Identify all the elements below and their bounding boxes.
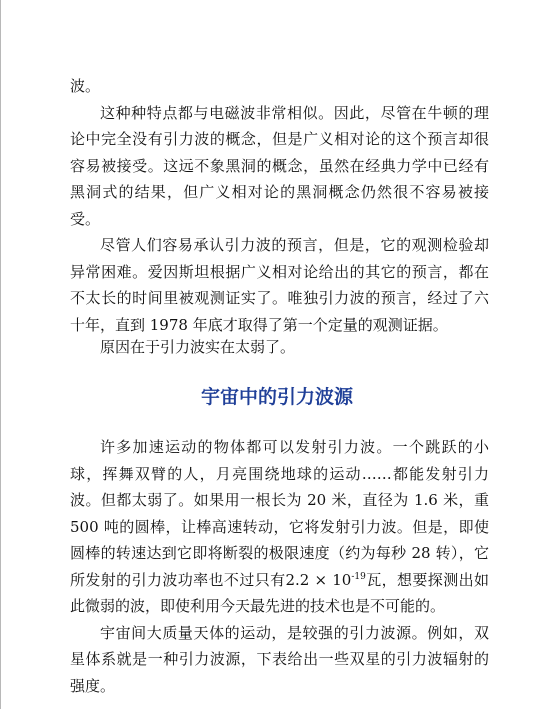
paragraph-continuation: 波。 <box>70 77 101 95</box>
paragraph-accelerating-objects-text: 许多加速运动的物体都可以发射引力波。一个跳跃的小球，挥舞双臂的人，月亮围绕地球的运动……都能发射引力波。但都太弱了。如果用一根长为 20 米，直径为 1.6 米，重 500 吨的圆棒，让棒高速转动，它将发射引力波。但是，即使圆棒的转速达到它即将断裂的极限速度（约为每秒 28 转），它所发射的引力波功率也不过只有 <box>70 438 489 589</box>
paragraph-accelerating-objects-end: 瓦，想要探测出如此微弱的波，即使利用今天最先进的技术也是不可能的。 <box>70 570 489 615</box>
section-intro-text <box>70 73 489 338</box>
section-heading: 宇宙中的引力波源 <box>200 386 353 408</box>
section-sources-text <box>70 434 489 699</box>
paragraph-accelerating-objects <box>70 434 489 620</box>
paragraph-binary-stars: 宇宙间大质量天体的运动，是较强的引力波源。例如，双星体系就是一种引力波源，下表给出一些双星的引力波辐射的强度。 <box>70 623 489 695</box>
power-formula <box>286 571 366 589</box>
paragraph-too-weak: 原因在于引力波实在太弱了。 <box>100 338 296 356</box>
section-intro-conclusion <box>70 334 489 361</box>
formula-exponent: -19 <box>351 571 366 582</box>
paragraph-em-analogy: 这种种特点都与电磁波非常相似。因此，尽管在牛顿的理论中完全没有引力波的概念，但是广义相对论的这个预言却很容易被接受。这远不象黑洞的概念，虽然在经典力学中已经有黑洞式的结果，但广义相对论的黑洞概念仍然很不容易被接受。 <box>70 103 489 228</box>
formula-base: 2.2 × 10 <box>285 570 352 589</box>
paragraph-observation-difficulty: 尽管人们容易承认引力波的预言，但是，它的观测检验却异常困难。爱因斯坦根据广义相对论给出的其它的预言，都在不太长的时间里被观测证实了。唯独引力波的预言，经过了六十年，直到 1978 年底才取得了第一个定量的观测证据。 <box>70 236 489 334</box>
